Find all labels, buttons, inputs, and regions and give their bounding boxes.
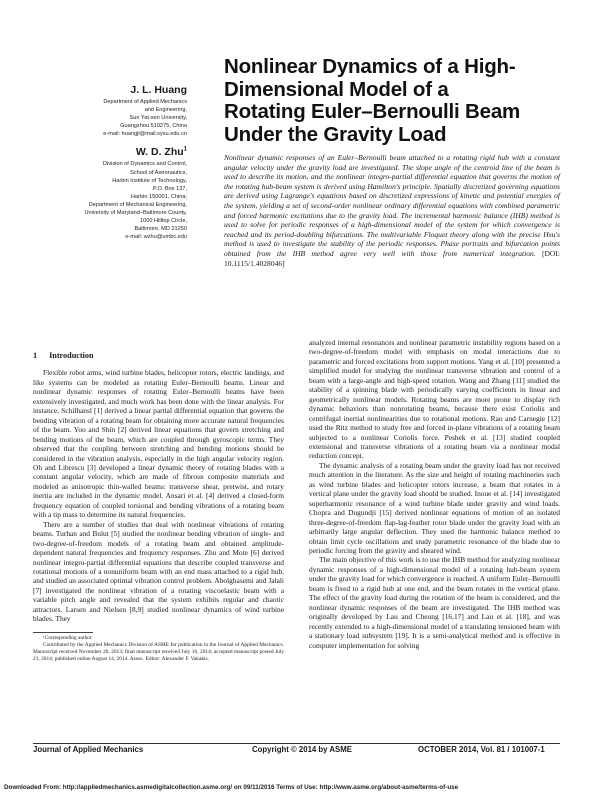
author-1 [33,84,187,138]
affiliation-line: and Engineering, [144,107,187,114]
paper-title: Nonlinear Dynamics of a High-Dimensional Model of a Rotating Euler–Bernoulli Beam Under the Gravity Load [224,55,521,146]
paragraph: analyzed internal resonances and nonlinear parametric instability regions based on a two-degree-of-freedom model with emphasis on modal interactions due to parametric and forced excitations from support motions. Yang et al. [10] presented a simplified model for studying the nonlinear transverse vibration and control of a beam with a large-angle and high-speed rotation. Wang and Zhang [11] studied the stability of a spinning blade with periodically varying coefficients in linear and geometrically nonlinear models. Rotating beams are more prone to display rich dynamic behaviors than nonrotating beams, because there exist Coriolis and centrifugal inertial nonlinearities due to rotational motions. Rao and Carnegie [12] used the Ritz method to study free and forced in-plane vibrations of a rotating beam subjected to a nonlinear Coriolis force. Peshek et al. [13] studied coupled extensional and transverse vibrations of a rotating beam via a nonlinear modal reduction concept. [309,338,560,461]
affiliation-line: Baltimore, MD 21250 [134,226,187,233]
footnote-rule [33,632,93,633]
author-list [33,84,187,249]
paragraph: Flexible robot arms, wind turbine blades, helicopter rotors, electric landings, and like systems can be modeled as rotating Euler–Bernoulli beams. Linear and nonlinear dynamic responses of rotating Euler–Bernoulli beams have been extensively investigated, and much work has been done with the linear analysis. For instance, Schilhansl [1] derived a linear partial differential equation that governs the bending vibration of a rotating beam for obtaining more accurate natural frequencies of the beam. Yoo and Shin [2] derived linear equations that govern stretching and bending motions of the beam, which are coupled through gyroscopic terms. They observed that the coupling between stretching and bending motions should be considered in the vibration analysis, especially in the high angular velocity region. Oh and Librescu [3] developed a linear dynamic theory of rotating blades with a constant angular velocity, which are made of fibrous composite materials and modeled as anisotropic thin-walled beams: transverse shear, pretwist, and rotary inertia are included in the dynamic model. Ansari et al. [4] derived a closed-form frequency equation of coupled torsional and bending vibrations of a rotating beam with a tip mass to determine its natural frequencies. [33,368,284,520]
footnote: Contributed by the Applied Mechanics Division of ASME for publication in the Journal of Applied Mechanics. Manuscript received November 20, 2013; final manuscript received July 16, 2014; accepted manuscript posted July 21, 2014; published online August 14, 2014. Assoc. Editor: Alexander F. Vakakis. [33,641,284,662]
section-title: Introduction [49,351,94,360]
author-name: W. D. Zhu$^1$ [135,146,187,159]
corresponding-mark: 1 [183,146,187,153]
section-number: 1 [33,351,38,360]
affiliation-line: Department of Applied Mechanics [103,99,187,105]
abstract [224,153,560,268]
doi-link[interactable]: [DOI: 10.1115/1.4028046] [224,248,560,268]
affiliation-line: 1000 Hilltop Circle, [140,218,187,225]
affiliation-line: Division of Dynamics and Control, [103,161,187,168]
affiliation-line: Harbin Institute of Technology, [112,177,187,184]
author-email[interactable]: e-mail: huangjl@mail.sysu.edu.cn [103,131,187,138]
section-heading [33,351,284,360]
author-name: J. L. Huang [130,84,187,96]
copyright: Copyright © 2014 by ASME [252,745,352,754]
affiliation-line: Sun Yat-sen University, [129,115,187,122]
footnote: ¹Corresponding author. [43,634,93,641]
author-affiliation [33,160,187,241]
right-column [309,338,560,650]
paragraph: The main objective of this work is to use the IHB method for analyzing nonlinear dynamic responses of a high-dimensional model of a rotating hub-beam system under the gravity load for which convergence is reached. A uniform Euler–Bernoulli beam is fixed to a rigid hub at one end, and the beam rotates in the vertical plane. The effect of the gravity load during the rotation of the beam is considered, and the nonlinear dynamic responses of the beam are investigated. The IHB method was originally developed by Lau and Cheung [16,17] and Lau et al. [18], and was recently extended to a high-dimensional model of a translating tensioned beam with a stationary load subsystem [19]. It is a semi-analytical method and is effective in computer implementation for solving [309,555,560,650]
left-column [33,351,284,663]
abstract-text: Nonlinear dynamic responses of an Euler–Bernoulli beam attached to a rotating rigid hub with a constant angular velocity under the gravity load are investigated. The slope angle of the centroid line of the beam is used to describe its motion, and the nonlinear integro-partial differential equation that governs the motion of the rotating hub-beam system is derived using Hamilton's principle. Spatially discretized governing equations are derived using Lagrange's equations based on discretized expressions of kinetic and potential energies of the system, yielding a set of second-order nonlinear ordinary differential equations with combined parametric and forced harmonic excitations due to the gravity load. The incremental harmonic balance (IHB) method is used to solve for periodic responses of a high-dimensional model of the system for which convergence is reached and its period-doubling bifurcations. The multivariable Floquet theory along with the precise Hsu's method is used to investigate the stability of the periodic responses. Phase portraits and bifurcation points obtained from the IHB method agree very well with those from numerical integration. [224,153,560,258]
affiliation-line: Department of Mechanical Engineering, [88,201,187,208]
issue-info: OCTOBER 2014, Vol. 81 / 101007-1 [418,745,545,754]
download-note[interactable]: Downloaded From: http://appliedmechanics.asmedigitalcollection.asme.org/ on 09/11/2016 Terms of Use: http://www.asme.org/about-asme/terms-of-use [4,784,459,791]
journal-name: Journal of Applied Mechanics [33,745,144,754]
author-email[interactable]: e-mail: wzhu@umbc.edu [125,234,187,241]
affiliation-line: University of Maryland–Baltimore County, [84,210,187,217]
affiliation-line: P.O. Box 137, [152,185,187,192]
paragraph: There are a number of studies that deal with nonlinear vibrations of rotating beams. Turhan and Bulut [5] studied the nonlinear bending vibration of single- and two-degree-of-freedom models of a rotating beam and obtained amplitude-dependent natural frequencies and frequency responses. Zhu and Mote [6] derived nonlinear integro-partial differential equations that describe coupled transverse and rotational motions of a nonuniform beam with an end mass attached to a rigid hub, and studied an associated optimal vibration control problem. Abolghasemi and Jalali [7] investigated the nonlinear vibration of a rotating viscoelastic beam with a variable pitch angle and revealed that the system exhibits regular and chaotic attractors. Larsen and Nielsen [8,9] studied nonlinear dynamics of wind turbine blades. They [33,519,284,624]
footer-rule [33,743,560,744]
affiliation-line: Guangzhou 510275, China [120,123,187,130]
author-affiliation [33,98,187,138]
paragraph: The dynamic analysis of a rotating beam under the gravity load has not received much attention in the literature. As the size and height of rotating machineries such as wind turbine blades and helicopter rotors increase, a beam that rotates in a vertical plane under the gravity load should be studied. Inoue et al. [14] investigated superharmonic resonance of a wind turbine blade under gravity and wind loads. Chopra and Dugundji [15] derived nonlinear equations of motion of an isolated three-degree-of-freedom flap-lag-feather rotor blade under the gravity load with an arbitrarily large angular deflection. They used the harmonic balance method to obtain limit cycle oscillations and study parametric resonance of the blade due to periodic forcing from the gravity and sheared wind. [309,460,560,555]
affiliation-line: School of Astronautics, [130,169,187,176]
affiliation-line: Harbin 150001, China; [131,193,187,200]
author-2 [33,146,187,241]
